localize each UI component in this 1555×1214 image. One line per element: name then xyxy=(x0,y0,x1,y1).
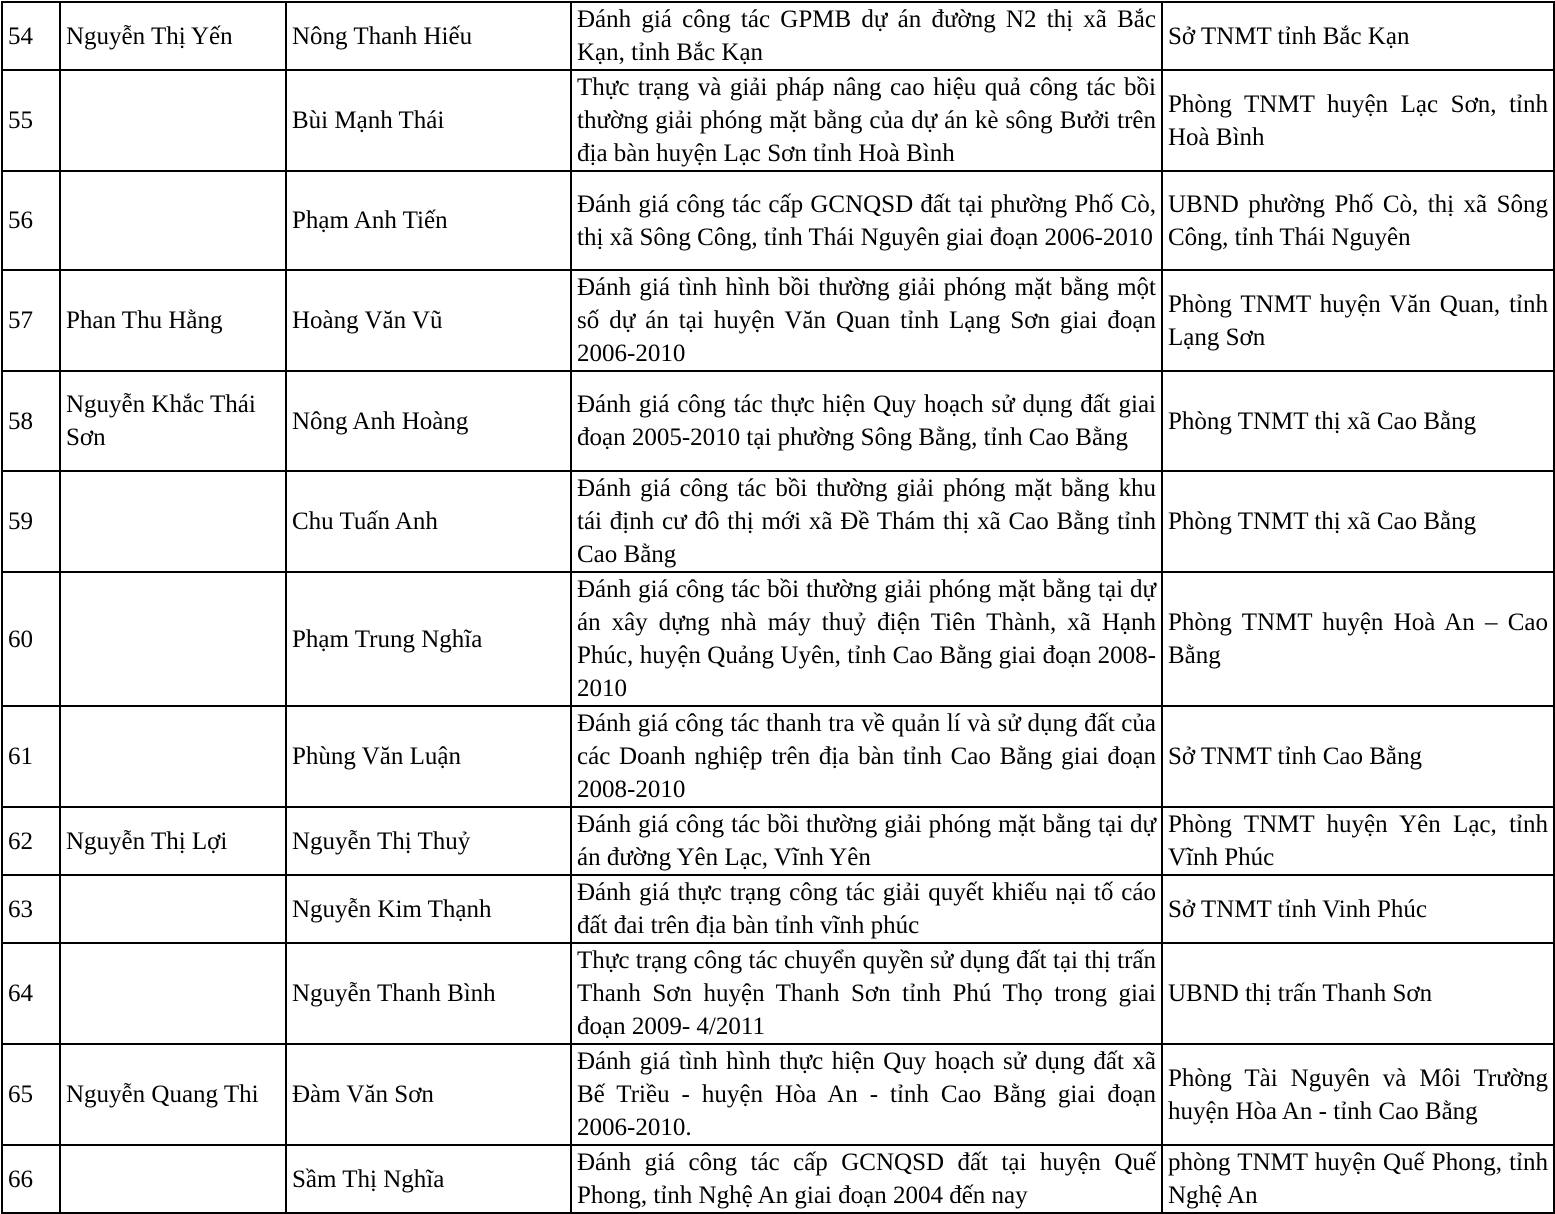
row-number: 55 xyxy=(2,70,60,171)
table-row xyxy=(2,875,1554,943)
student-name: Bùi Mạnh Thái xyxy=(286,70,571,171)
row-number: 62 xyxy=(2,807,60,875)
internship-organization: Sở TNMT tỉnh Cao Bằng xyxy=(1162,706,1554,807)
internship-organization: UBND phường Phố Cò, thị xã Sông Công, tỉnh Thái Nguyên xyxy=(1162,171,1554,270)
advisor-name: Nguyễn Thị Lợi xyxy=(60,807,286,875)
internship-organization: Phòng TNMT huyện Yên Lạc, tỉnh Vĩnh Phúc xyxy=(1162,807,1554,875)
table-row xyxy=(2,70,1554,171)
internship-organization: phòng TNMT huyện Quế Phong, tỉnh Nghệ An xyxy=(1162,1145,1554,1213)
advisor-name xyxy=(60,171,286,270)
table-body xyxy=(2,2,1554,1213)
table-row xyxy=(2,1145,1554,1213)
thesis-title: Đánh giá thực trạng công tác giải quyết khiếu nại tố cáo đất đai trên địa bàn tỉnh vĩnh phúc xyxy=(571,875,1162,943)
internship-organization: UBND thị trấn Thanh Sơn xyxy=(1162,943,1554,1044)
student-name: Hoàng Văn Vũ xyxy=(286,270,571,371)
row-number: 58 xyxy=(2,371,60,471)
student-name: Nông Anh Hoàng xyxy=(286,371,571,471)
row-number: 60 xyxy=(2,572,60,706)
thesis-title: Đánh giá công tác bồi thường giải phóng mặt bằng khu tái định cư đô thị mới xã Đề Thám thị xã Cao Bằng tỉnh Cao Bằng xyxy=(571,471,1162,572)
row-number: 56 xyxy=(2,171,60,270)
student-name: Nguyễn Kim Thạnh xyxy=(286,875,571,943)
student-name: Nông Thanh Hiếu xyxy=(286,2,571,70)
table-row xyxy=(2,171,1554,270)
advisor-name: Nguyễn Thị Yến xyxy=(60,2,286,70)
student-name: Nguyễn Thị Thuỷ xyxy=(286,807,571,875)
thesis-title: Đánh giá công tác cấp GCNQSD đất tại huyện Quế Phong, tỉnh Nghệ An giai đoạn 2004 đến nay xyxy=(571,1145,1162,1213)
thesis-title: Thực trạng và giải pháp nâng cao hiệu quả công tác bồi thường giải phóng mặt bằng của dự án kè sông Bưởi trên địa bàn huyện Lạc Sơn tỉnh Hoà Bình xyxy=(571,70,1162,171)
table-row xyxy=(2,807,1554,875)
student-name: Đàm Văn Sơn xyxy=(286,1044,571,1145)
advisor-name xyxy=(60,1145,286,1213)
advisor-name xyxy=(60,70,286,171)
thesis-title: Đánh giá tình hình bồi thường giải phóng mặt bằng một số dự án tại huyện Văn Quan tỉnh Lạng Sơn giai đoạn 2006-2010 xyxy=(571,270,1162,371)
student-name: Phùng Văn Luận xyxy=(286,706,571,807)
table-row xyxy=(2,2,1554,70)
row-number: 54 xyxy=(2,2,60,70)
thesis-assignment-table xyxy=(1,1,1555,1214)
internship-organization: Sở TNMT tỉnh Bắc Kạn xyxy=(1162,2,1554,70)
internship-organization: Phòng Tài Nguyên và Môi Trường huyện Hòa An - tỉnh Cao Bằng xyxy=(1162,1044,1554,1145)
student-name: Phạm Anh Tiến xyxy=(286,171,571,270)
thesis-title: Thực trạng công tác chuyển quyền sử dụng đất tại thị trấn Thanh Sơn huyện Thanh Sơn tỉnh Phú Thọ trong giai đoạn 2009- 4/2011 xyxy=(571,943,1162,1044)
advisor-name xyxy=(60,875,286,943)
thesis-title: Đánh giá công tác bồi thường giải phóng mặt bằng tại dự án đường Yên Lạc, Vĩnh Yên xyxy=(571,807,1162,875)
row-number: 57 xyxy=(2,270,60,371)
thesis-title: Đánh giá công tác bồi thường giải phóng mặt bằng tại dự án xây dựng nhà máy thuỷ điện Tiên Thành, xã Hạnh Phúc, huyện Quảng Uyên, tỉnh Cao Bằng giai đoạn 2008-2010 xyxy=(571,572,1162,706)
internship-organization: Phòng TNMT thị xã Cao Bằng xyxy=(1162,471,1554,572)
internship-organization: Phòng TNMT huyện Lạc Sơn, tỉnh Hoà Bình xyxy=(1162,70,1554,171)
thesis-title: Đánh giá công tác cấp GCNQSD đất tại phường Phố Cò, thị xã Sông Công, tỉnh Thái Nguyên giai đoạn 2006-2010 xyxy=(571,171,1162,270)
table-row xyxy=(2,1044,1554,1145)
thesis-title: Đánh giá công tác thanh tra về quản lí và sử dụng đất của các Doanh nghiệp trên địa bàn tỉnh Cao Bằng giai đoạn 2008-2010 xyxy=(571,706,1162,807)
thesis-title: Đánh giá tình hình thực hiện Quy hoạch sử dụng đất xã Bế Triều - huyện Hòa An - tỉnh Cao Bằng giai đoạn 2006-2010. xyxy=(571,1044,1162,1145)
internship-organization: Phòng TNMT huyện Hoà An – Cao Bằng xyxy=(1162,572,1554,706)
row-number: 59 xyxy=(2,471,60,572)
student-name: Chu Tuấn Anh xyxy=(286,471,571,572)
row-number: 61 xyxy=(2,706,60,807)
table-row xyxy=(2,572,1554,706)
student-name: Nguyễn Thanh Bình xyxy=(286,943,571,1044)
row-number: 64 xyxy=(2,943,60,1044)
table-row xyxy=(2,943,1554,1044)
advisor-name: Nguyễn Quang Thi xyxy=(60,1044,286,1145)
row-number: 65 xyxy=(2,1044,60,1145)
thesis-title: Đánh giá công tác thực hiện Quy hoạch sử dụng đất giai đoạn 2005-2010 tại phường Sông Bằng, tỉnh Cao Bằng xyxy=(571,371,1162,471)
table-row xyxy=(2,471,1554,572)
internship-organization: Phòng TNMT huyện Văn Quan, tỉnh Lạng Sơn xyxy=(1162,270,1554,371)
advisor-name xyxy=(60,706,286,807)
row-number: 66 xyxy=(2,1145,60,1213)
advisor-name: Phan Thu Hằng xyxy=(60,270,286,371)
advisor-name xyxy=(60,943,286,1044)
student-name: Sầm Thị Nghĩa xyxy=(286,1145,571,1213)
table-row xyxy=(2,270,1554,371)
table-row xyxy=(2,371,1554,471)
internship-organization: Sở TNMT tỉnh Vinh Phúc xyxy=(1162,875,1554,943)
student-name: Phạm Trung Nghĩa xyxy=(286,572,571,706)
advisor-name: Nguyễn Khắc Thái Sơn xyxy=(60,371,286,471)
table-row xyxy=(2,706,1554,807)
row-number: 63 xyxy=(2,875,60,943)
advisor-name xyxy=(60,572,286,706)
internship-organization: Phòng TNMT thị xã Cao Bằng xyxy=(1162,371,1554,471)
advisor-name xyxy=(60,471,286,572)
thesis-title: Đánh giá công tác GPMB dự án đường N2 thị xã Bắc Kạn, tỉnh Bắc Kạn xyxy=(571,2,1162,70)
